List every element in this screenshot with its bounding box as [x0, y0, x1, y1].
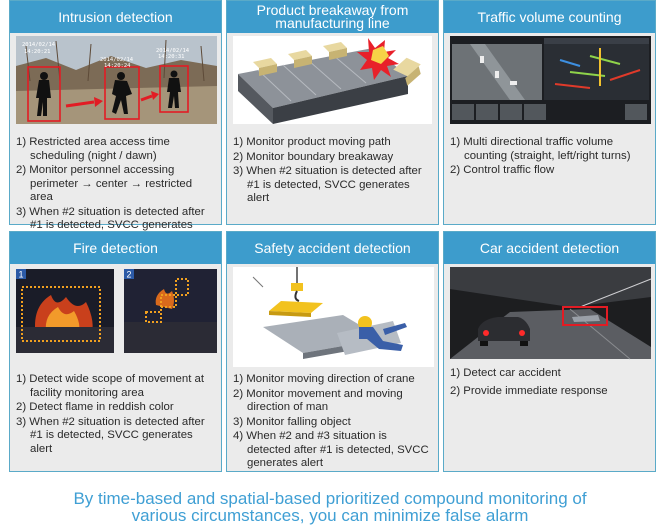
card-traffic-volume: [443, 0, 656, 225]
svg-text:2014/02/14: 2014/02/14: [156, 48, 190, 54]
car-icon: [450, 267, 651, 359]
svg-text:14:20:31: 14:20:31: [158, 54, 185, 60]
card-intrusion-detection: [9, 0, 222, 231]
svg-text:2: 2: [126, 269, 132, 280]
footer-line-1: By time-based and spatial-based prioritized compound monitoring of: [73, 489, 587, 508]
list-item: 1) Detect car accident: [450, 367, 561, 379]
list-item: 2) Detect flame in reddish color: [16, 401, 174, 413]
list-item: 3) When #2 situation is detected after #1 is detected, SVCC generates alert: [233, 165, 422, 204]
list-item: 1) Detect wide scope of movement at facility monitoring area: [16, 373, 205, 399]
list-item: 2) Provide immediate response: [450, 384, 608, 397]
fire-list: [10, 353, 221, 456]
traffic-list: [444, 124, 655, 178]
list-item: 3) When #2 situation is detected after #1 is detected, SVCC generates alert: [16, 415, 205, 455]
list-item: 2) Monitor boundary breakaway: [233, 150, 394, 163]
card-title: Safety accident detection: [227, 232, 438, 264]
list-item: 1) Multi directional traffic volume counting (straight, left/right turns): [450, 136, 631, 162]
list-item: 2) Control traffic flow: [450, 164, 555, 176]
conveyor-belt-icon: [233, 36, 434, 124]
conveyor-image: [233, 36, 432, 124]
card-title: Product breakaway from manufacturing line: [227, 1, 438, 33]
safety-image: [233, 267, 432, 367]
svg-text:1: 1: [18, 269, 24, 280]
svg-text:2014/02/14: 2014/02/14: [100, 57, 134, 63]
svg-text:2014/02/14: 2014/02/14: [22, 42, 56, 48]
card-title: Car accident detection: [444, 232, 655, 264]
svg-text:14:20:21: 14:20:21: [24, 49, 51, 55]
crane-hook-icon: [233, 267, 434, 367]
intrusion-image: [16, 36, 215, 124]
list-item: 3) When #2 situation is detected after #1 is detected, SVCC generates: [16, 205, 205, 231]
fire-image: [16, 267, 215, 353]
list-item: 2) Monitor movement and moving direction of man: [233, 387, 403, 413]
list-item: 2) Monitor personnel accessing perimeter → center → restricted area: [16, 164, 193, 203]
footer-caption: [0, 490, 660, 524]
car-accident-list: [444, 359, 655, 398]
card-title: Traffic volume counting: [444, 1, 655, 33]
card-safety-accident: [226, 231, 439, 472]
card-fire-detection: [9, 231, 222, 472]
tunnel-image: [450, 267, 649, 359]
list-item: 1) Restricted area access time scheduling (night / dawn): [16, 136, 170, 162]
card-title: Intrusion detection: [10, 1, 221, 33]
card-car-accident: [443, 231, 656, 472]
list-item: 4) When #2 and #3 situation is detected after #1 is detected, SVCC generates alert: [233, 430, 429, 469]
card-product-breakaway: [226, 0, 439, 225]
list-item: 1) Monitor product moving path: [233, 136, 391, 148]
breakaway-list: [227, 124, 438, 206]
safety-list: [227, 367, 438, 471]
list-item: 1) Monitor moving direction of crane: [233, 373, 415, 385]
card-title: Fire detection: [10, 232, 221, 264]
intrusion-list: [10, 124, 221, 246]
use-case-grid: [9, 0, 655, 472]
footer-line-2: various circumstances, you can minimize false alarm: [131, 506, 529, 525]
list-item: 3) Monitor falling object: [233, 415, 351, 428]
traffic-monitor-image: [450, 36, 649, 124]
svg-text:14:20:24: 14:20:24: [104, 63, 131, 69]
